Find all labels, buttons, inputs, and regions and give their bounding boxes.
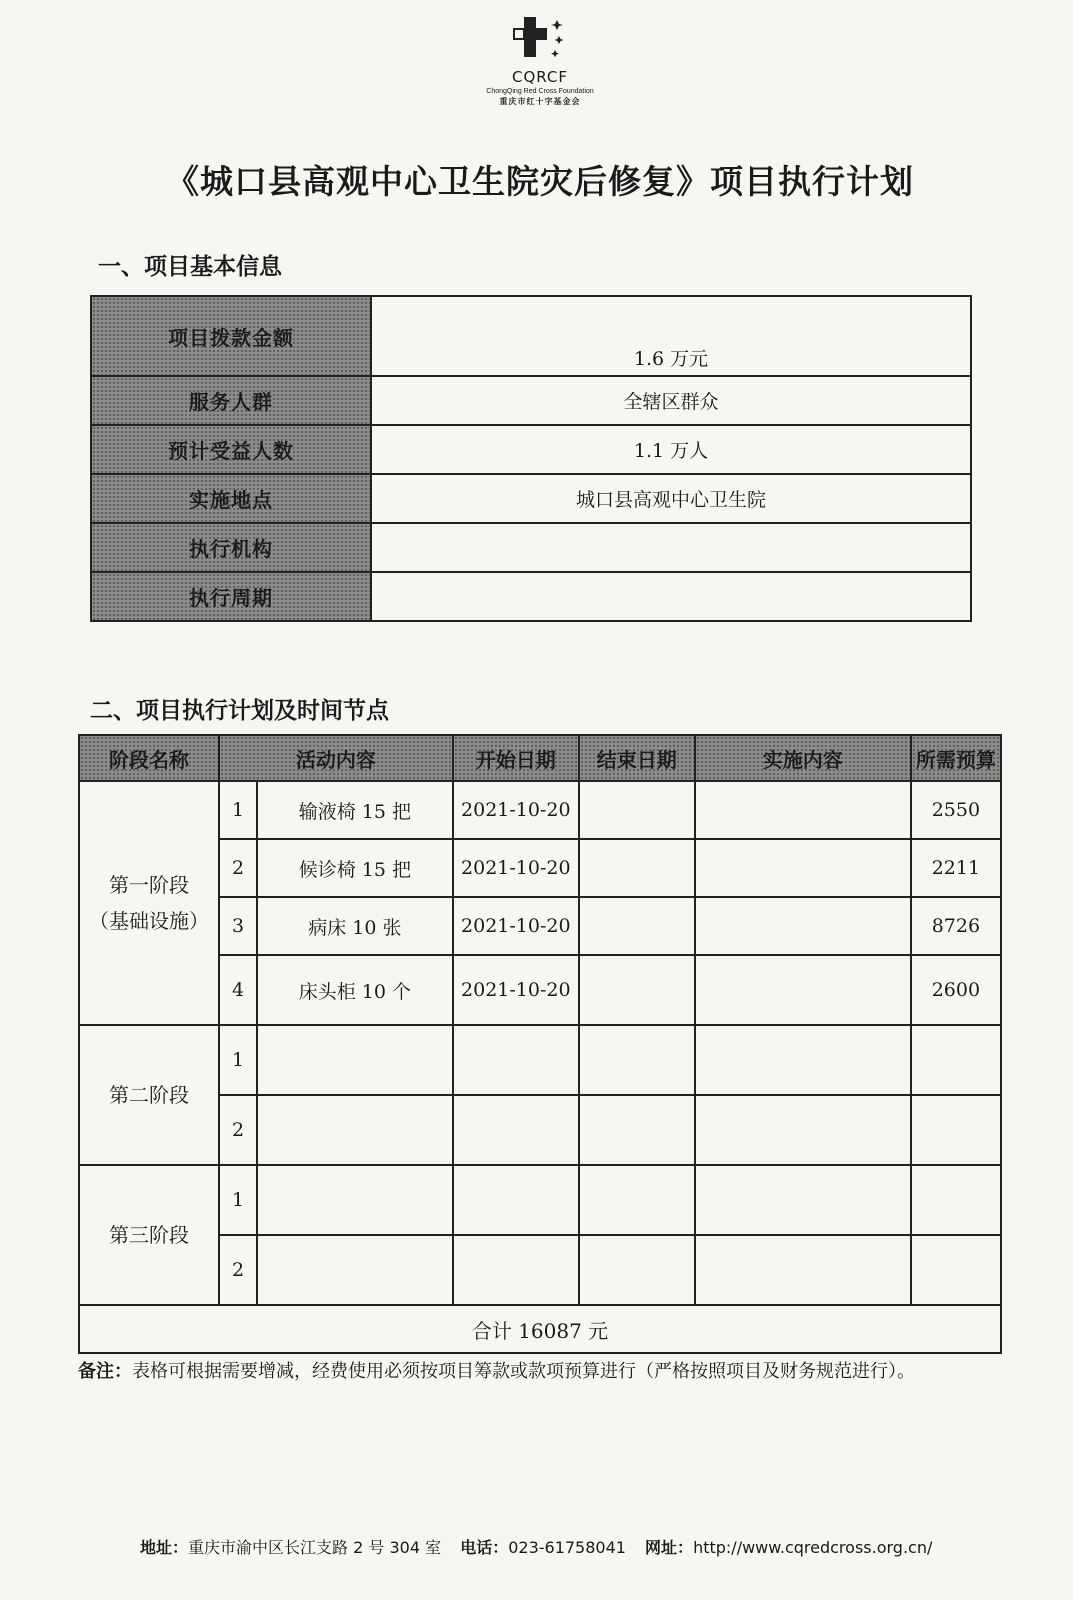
info-row: [91, 474, 971, 523]
end-date-cell: [579, 1165, 695, 1235]
row-number: 1: [219, 1165, 257, 1235]
implementation-cell: [695, 781, 911, 839]
note-label: 备注：: [78, 1361, 132, 1382]
header-implementation: 实施内容: [695, 735, 911, 781]
info-row: [91, 376, 971, 425]
address-label: 地址：: [140, 1538, 189, 1557]
section-basic-info-heading: 一、项目基本信息: [98, 254, 282, 280]
table-row: [79, 1165, 1001, 1235]
table-row: [79, 1025, 1001, 1095]
implementation-cell: [695, 897, 911, 955]
foundation-logo: [470, 14, 610, 107]
document-title: 《城口县高观中心卫生院灾后修复》项目执行计划: [166, 162, 914, 201]
activity-cell: 候诊椅 15 把: [257, 839, 453, 897]
phone-value: 023-61758041: [508, 1538, 626, 1557]
info-row: [91, 523, 971, 572]
start-date-cell: [453, 1165, 579, 1235]
header-stage: 阶段名称: [79, 735, 219, 781]
basic-info-table: [90, 295, 972, 622]
end-date-cell: [579, 839, 695, 897]
note-text: 表格可根据需要增减，经费使用必须按项目筹款或款项预算进行（严格按照项目及财务规范进行）。: [132, 1361, 915, 1382]
stage-1-name: 第一阶段 （基础设施）: [79, 781, 219, 1025]
info-value: 全辖区群众: [371, 376, 971, 425]
info-label: 预计受益人数: [91, 425, 371, 474]
header-start-date: 开始日期: [453, 735, 579, 781]
end-date-cell: [579, 897, 695, 955]
budget-cell: 2211: [911, 839, 1001, 897]
activity-cell: [257, 1165, 453, 1235]
end-date-cell: [579, 955, 695, 1025]
website-label: 网址：: [645, 1538, 694, 1557]
header-budget: 所需预算: [911, 735, 1001, 781]
start-date-cell: 2021-10-20: [453, 897, 579, 955]
start-date-cell: [453, 1095, 579, 1165]
activity-cell: [257, 1235, 453, 1305]
info-label: 实施地点: [91, 474, 371, 523]
address-value: 重庆市渝中区长江支路 2 号 304 室: [188, 1538, 442, 1557]
info-value: 城口县高观中心卫生院: [371, 474, 971, 523]
start-date-cell: 2021-10-20: [453, 781, 579, 839]
end-date-cell: [579, 1235, 695, 1305]
header-end-date: 结束日期: [579, 735, 695, 781]
activity-cell: 输液椅 15 把: [257, 781, 453, 839]
info-label: 执行周期: [91, 572, 371, 621]
info-row: [91, 296, 971, 376]
info-value: 1.1 万人: [371, 425, 971, 474]
total-amount: 合计 16087 元: [79, 1305, 1001, 1353]
budget-cell: [911, 1235, 1001, 1305]
plan-header-row: [79, 735, 1001, 781]
activity-cell: [257, 1095, 453, 1165]
row-number: 1: [219, 781, 257, 839]
activity-cell: 病床 10 张: [257, 897, 453, 955]
info-label: 项目拨款金额: [91, 296, 371, 376]
implementation-cell: [695, 839, 911, 897]
budget-cell: [911, 1095, 1001, 1165]
info-row: [91, 425, 971, 474]
info-row: [91, 572, 971, 621]
total-row: [79, 1305, 1001, 1353]
implementation-cell: [695, 1165, 911, 1235]
implementation-cell: [695, 1095, 911, 1165]
implementation-cell: [695, 955, 911, 1025]
stage-2-name: 第二阶段: [79, 1025, 219, 1165]
activity-cell: 床头柜 10 个: [257, 955, 453, 1025]
phone-label: 电话：: [460, 1538, 509, 1557]
start-date-cell: 2021-10-20: [453, 839, 579, 897]
execution-plan-table: [78, 734, 1002, 1354]
row-number: 2: [219, 1095, 257, 1165]
row-number: 2: [219, 839, 257, 897]
info-value: [371, 523, 971, 572]
stage-3-name: 第三阶段: [79, 1165, 219, 1305]
implementation-cell: [695, 1235, 911, 1305]
header-activity: 活动内容: [219, 735, 453, 781]
logo-english-name: ChongQing Red Cross Foundation: [486, 88, 594, 95]
start-date-cell: 2021-10-20: [453, 955, 579, 1025]
page-footer: [140, 1535, 1040, 1558]
end-date-cell: [579, 1095, 695, 1165]
budget-cell: [911, 1025, 1001, 1095]
start-date-cell: [453, 1235, 579, 1305]
row-number: 4: [219, 955, 257, 1025]
row-number: 2: [219, 1235, 257, 1305]
implementation-cell: [695, 1025, 911, 1095]
table-row: [79, 781, 1001, 839]
row-number: 3: [219, 897, 257, 955]
row-number: 1: [219, 1025, 257, 1095]
remark-note: [78, 1357, 1038, 1383]
logo-chinese-name: 重庆市红十字基金会: [499, 97, 581, 106]
info-label: 执行机构: [91, 523, 371, 572]
budget-cell: [911, 1165, 1001, 1235]
info-label: 服务人群: [91, 376, 371, 425]
red-cross-logo-icon: [505, 14, 575, 64]
logo-abbreviation: CQRCF: [511, 68, 569, 86]
website-value: http://www.cqredcross.org.cn/: [693, 1538, 933, 1557]
activity-cell: [257, 1025, 453, 1095]
budget-cell: 2550: [911, 781, 1001, 839]
budget-cell: 2600: [911, 955, 1001, 1025]
end-date-cell: [579, 781, 695, 839]
start-date-cell: [453, 1025, 579, 1095]
info-value: [371, 572, 971, 621]
end-date-cell: [579, 1025, 695, 1095]
budget-cell: 8726: [911, 897, 1001, 955]
section-plan-heading: 二、项目执行计划及时间节点: [90, 698, 389, 724]
info-value: 1.6 万元: [371, 296, 971, 376]
